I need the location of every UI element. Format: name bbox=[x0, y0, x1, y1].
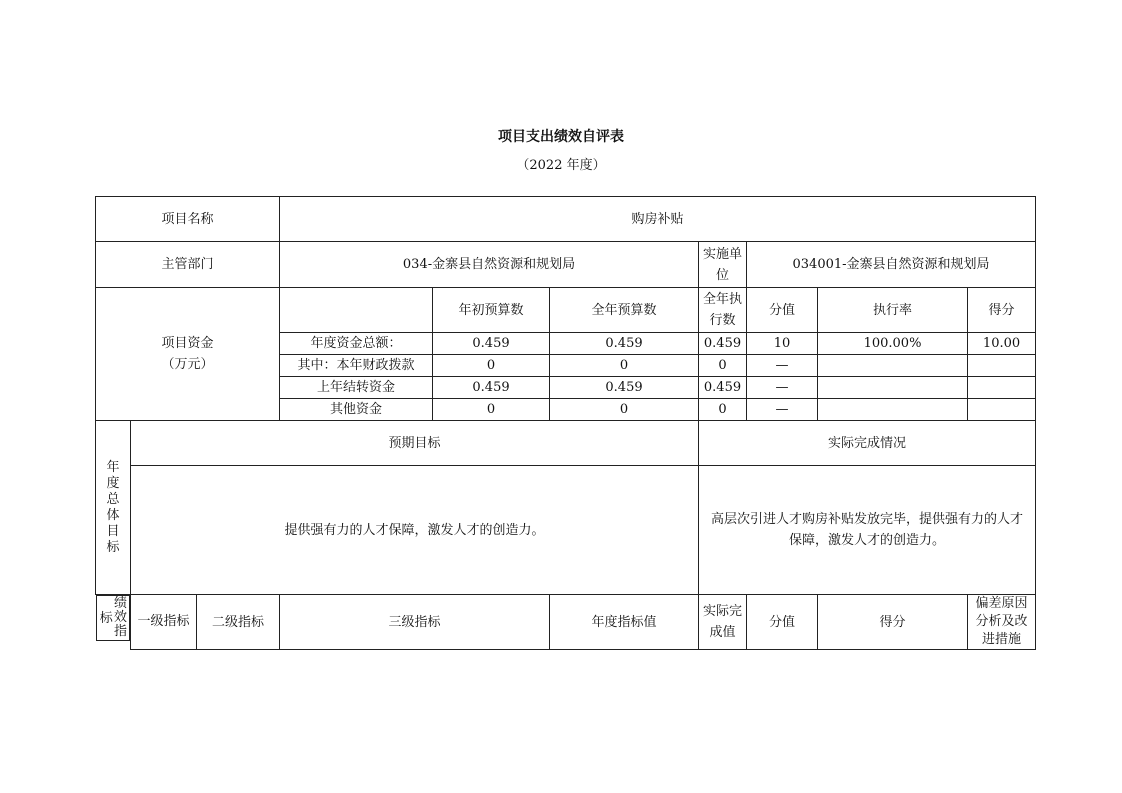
fund-rate bbox=[818, 377, 968, 399]
project-name-value: 购房补贴 bbox=[280, 197, 1036, 242]
fund-name: 其中：本年财政拨款 bbox=[280, 355, 433, 377]
fund-rate: 100.00% bbox=[818, 333, 968, 355]
fund-name: 上年结转资金 bbox=[280, 377, 433, 399]
fund-initial: 0 bbox=[433, 399, 550, 421]
project-name-row bbox=[96, 197, 1036, 242]
fund-score-value: — bbox=[747, 399, 818, 421]
funds-header-blank bbox=[280, 288, 433, 333]
fund-initial: 0.459 bbox=[433, 333, 550, 355]
project-name-label: 项目名称 bbox=[96, 197, 280, 242]
fund-annual: 0.459 bbox=[550, 377, 699, 399]
fund-score bbox=[968, 399, 1036, 421]
fund-executed: 0.459 bbox=[699, 333, 747, 355]
actual-completion-header: 实际完成情况 bbox=[699, 421, 1036, 466]
header-level3-indicator: 三级指标 bbox=[280, 595, 550, 650]
fund-rate bbox=[818, 355, 968, 377]
indicator-label-right: 绩效指 bbox=[113, 596, 127, 639]
evaluation-table bbox=[95, 196, 1036, 650]
fund-name: 其他资金 bbox=[280, 399, 433, 421]
implementing-unit-label: 实施单位 bbox=[699, 242, 747, 288]
goals-content-row bbox=[96, 466, 1036, 595]
goals-header-row bbox=[96, 421, 1036, 466]
fund-executed: 0.459 bbox=[699, 377, 747, 399]
funds-unit: （万元） bbox=[161, 357, 214, 372]
page-subtitle: （2022 年度） bbox=[516, 158, 606, 173]
performance-indicator-label-cell bbox=[96, 595, 131, 641]
fund-annual: 0 bbox=[550, 355, 699, 377]
fund-score bbox=[968, 377, 1036, 399]
annual-goal-label: 年度总体目标 bbox=[106, 459, 120, 555]
fund-annual: 0 bbox=[550, 399, 699, 421]
header-level1-indicator: 一级指标 bbox=[131, 595, 197, 650]
fund-score-value: 10 bbox=[747, 333, 818, 355]
header-actual-value: 实际完成值 bbox=[699, 595, 747, 650]
fund-score-value: — bbox=[747, 377, 818, 399]
indicators-header-row bbox=[96, 595, 1036, 650]
page-title: 项目支出绩效自评表 bbox=[498, 129, 624, 145]
expected-goal-header: 预期目标 bbox=[131, 421, 699, 466]
header-annual-target: 年度指标值 bbox=[550, 595, 699, 650]
header-indicator-score: 得分 bbox=[818, 595, 968, 650]
department-row bbox=[96, 242, 1036, 288]
fund-executed: 0 bbox=[699, 399, 747, 421]
fund-score bbox=[968, 355, 1036, 377]
header-initial-budget: 年初预算数 bbox=[433, 288, 550, 333]
funds-label-cell bbox=[96, 288, 280, 421]
department-label: 主管部门 bbox=[96, 242, 280, 288]
expected-goal-text: 提供强有力的人才保障，激发人才的创造力。 bbox=[131, 466, 699, 595]
funds-header-row bbox=[96, 288, 1036, 333]
fund-executed: 0 bbox=[699, 355, 747, 377]
fund-score-value: — bbox=[747, 355, 818, 377]
actual-completion-text: 高层次引进人才购房补贴发放完毕，提供强有力的人才保障，激发人才的创造力。 bbox=[699, 466, 1036, 595]
fund-name: 年度资金总额： bbox=[280, 333, 433, 355]
fund-rate bbox=[818, 399, 968, 421]
fund-score: 10.00 bbox=[968, 333, 1036, 355]
funds-label: 项目资金 bbox=[161, 336, 214, 351]
department-value: 034-金寨县自然资源和规划局 bbox=[280, 242, 699, 288]
header-deviation-analysis: 偏差原因分析及改进措施 bbox=[968, 595, 1036, 650]
fund-initial: 0 bbox=[433, 355, 550, 377]
annual-goal-label-cell bbox=[96, 421, 131, 595]
header-execution-rate: 执行率 bbox=[818, 288, 968, 333]
header-annual-budget: 全年预算数 bbox=[550, 288, 699, 333]
header-level2-indicator: 二级指标 bbox=[197, 595, 280, 650]
implementing-unit-value: 034001-金寨县自然资源和规划局 bbox=[747, 242, 1036, 288]
header-score-value: 分值 bbox=[747, 288, 818, 333]
fund-annual: 0.459 bbox=[550, 333, 699, 355]
fund-initial: 0.459 bbox=[433, 377, 550, 399]
header-annual-executed: 全年执行数 bbox=[699, 288, 747, 333]
header-indicator-score-value: 分值 bbox=[747, 595, 818, 650]
indicator-label-left: 标 bbox=[99, 610, 113, 626]
header-score: 得分 bbox=[968, 288, 1036, 333]
